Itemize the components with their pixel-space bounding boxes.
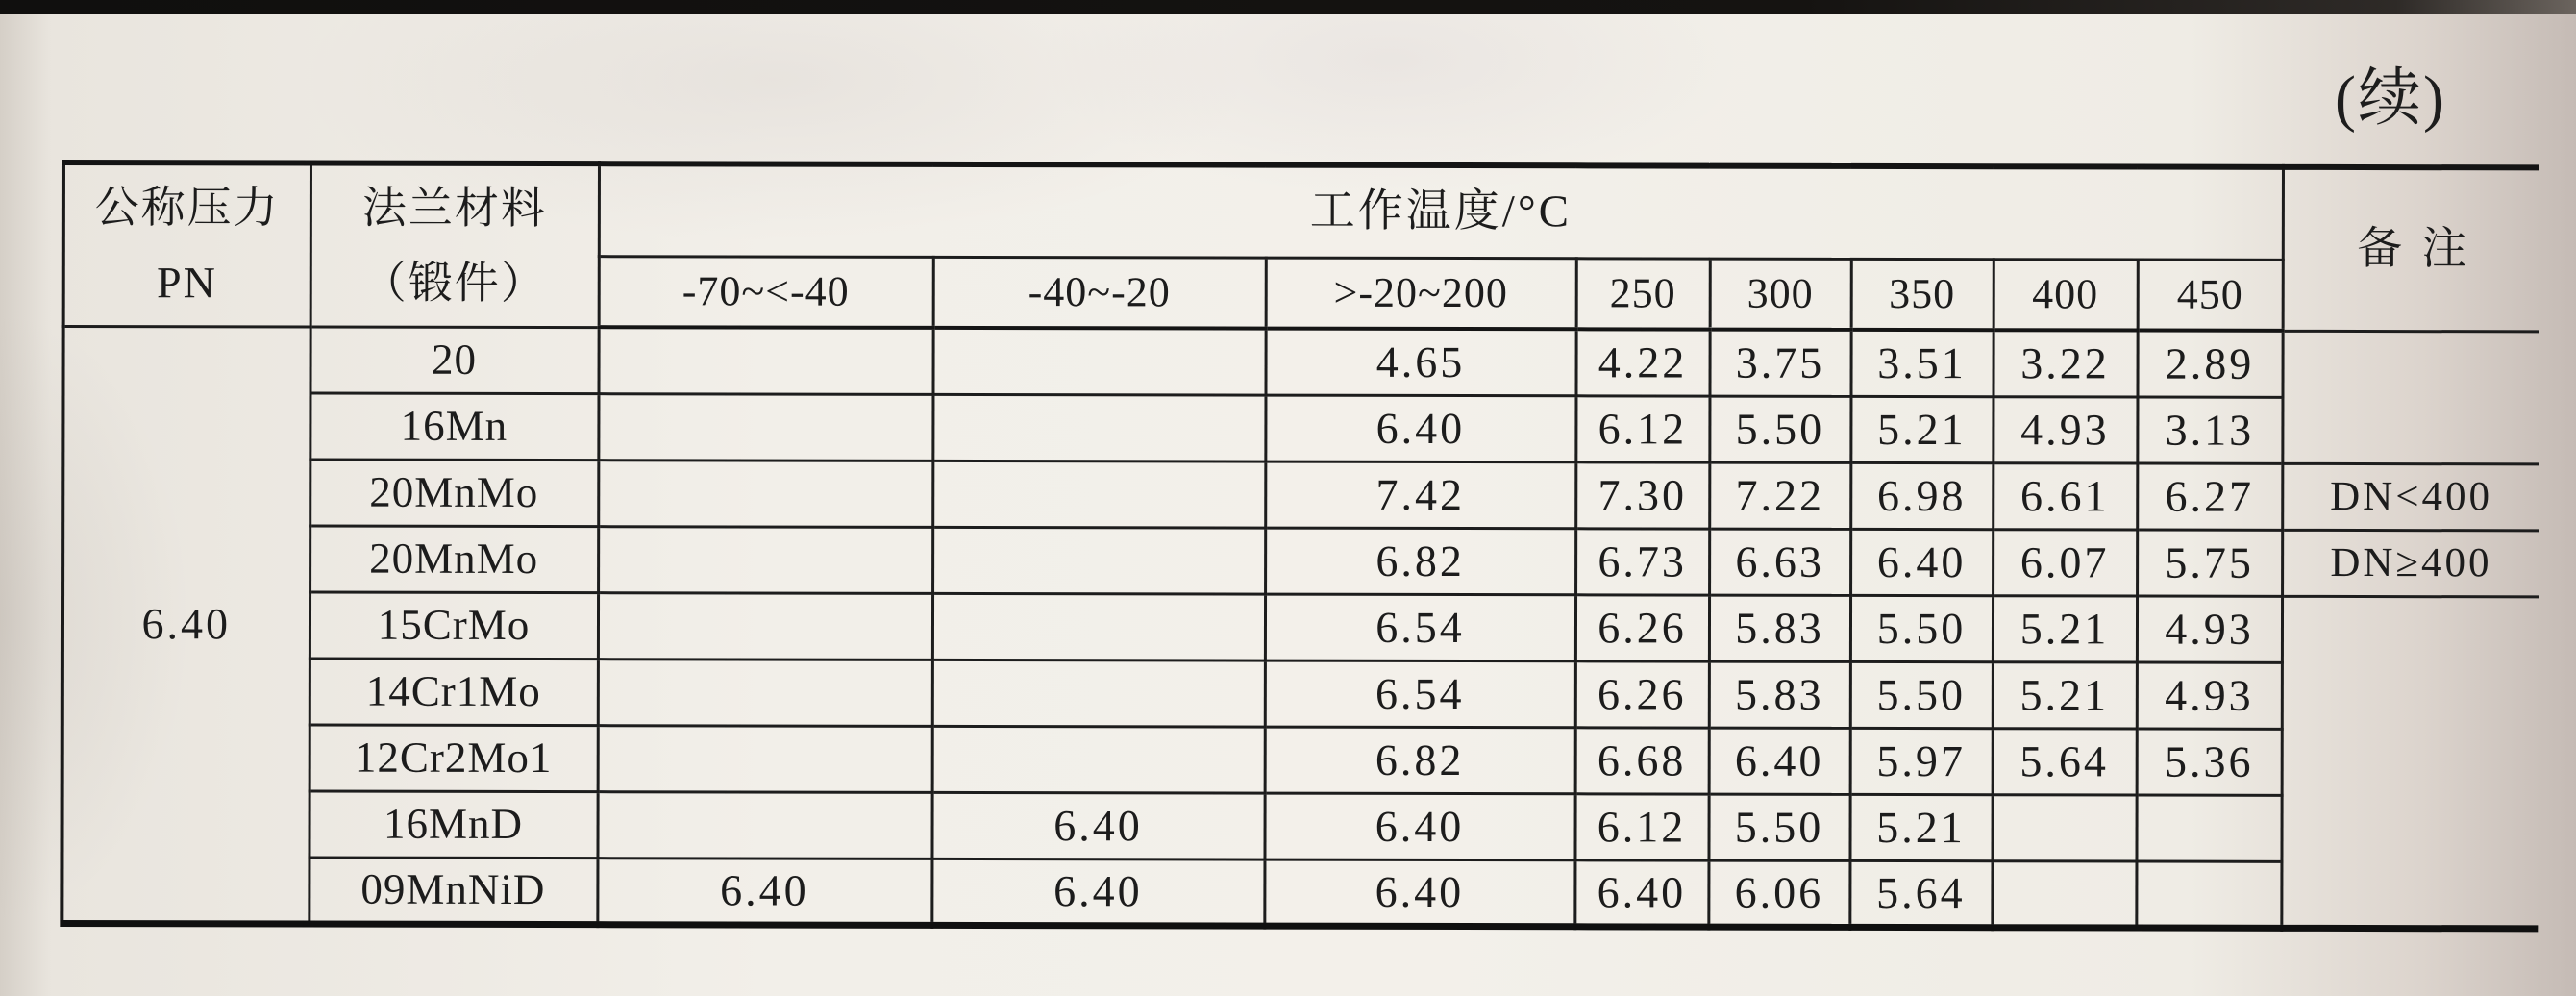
value-cell: 5.64 bbox=[1849, 860, 1992, 927]
header-temp-range-1: -70~<-40 bbox=[599, 256, 933, 328]
value-cell bbox=[598, 659, 932, 726]
material-cell: 14Cr1Mo bbox=[310, 659, 598, 726]
flange-table-wrap bbox=[60, 160, 2539, 932]
remark-cell bbox=[2282, 331, 2539, 464]
table-row-16mn bbox=[62, 392, 2539, 463]
value-cell: 4.22 bbox=[1575, 329, 1709, 395]
value-cell: 5.83 bbox=[1709, 595, 1850, 661]
value-cell: 5.50 bbox=[1708, 794, 1849, 860]
value-cell: 2.89 bbox=[2137, 331, 2282, 397]
value-cell: 6.40 bbox=[931, 859, 1264, 926]
value-cell bbox=[598, 460, 932, 527]
value-cell: 5.64 bbox=[1993, 728, 2137, 794]
value-cell bbox=[932, 527, 1265, 594]
value-cell: 5.21 bbox=[1993, 595, 2137, 661]
value-cell: 6.40 bbox=[931, 792, 1264, 859]
value-cell: 6.73 bbox=[1575, 528, 1709, 594]
value-cell: 5.21 bbox=[1849, 794, 1992, 860]
pn-value-cell: 6.40 bbox=[62, 326, 310, 924]
value-cell bbox=[598, 393, 932, 461]
value-cell: 4.93 bbox=[1993, 396, 2137, 462]
material-cell: 16Mn bbox=[310, 393, 598, 461]
value-cell bbox=[597, 791, 931, 859]
value-cell: 6.61 bbox=[1993, 462, 2137, 529]
value-cell: 6.07 bbox=[1993, 529, 2137, 595]
value-cell bbox=[932, 328, 1265, 395]
value-cell bbox=[2136, 795, 2281, 861]
header-temp-range-2: -40~-20 bbox=[933, 257, 1266, 329]
flange-safety-factor-table bbox=[60, 160, 2539, 932]
header-remark: 备注 bbox=[2283, 167, 2539, 332]
value-cell: 6.40 bbox=[597, 858, 931, 925]
value-cell bbox=[932, 394, 1265, 461]
value-cell: 7.42 bbox=[1265, 461, 1575, 529]
header-temp-400: 400 bbox=[1994, 259, 2138, 330]
value-cell: 5.50 bbox=[1850, 595, 1993, 661]
material-cell: 20MnMo bbox=[310, 526, 598, 593]
value-cell bbox=[598, 725, 932, 792]
value-cell bbox=[598, 526, 932, 593]
value-cell: 6.54 bbox=[1265, 660, 1575, 728]
value-cell: 7.30 bbox=[1575, 461, 1709, 528]
material-cell: 09MnNiD bbox=[309, 858, 597, 925]
value-cell: 5.21 bbox=[1993, 661, 2137, 728]
value-cell: 6.40 bbox=[1264, 793, 1574, 860]
value-cell: 4.93 bbox=[2137, 596, 2282, 662]
value-cell: 5.50 bbox=[1709, 396, 1850, 462]
header-nominal-pressure-symbol: PN bbox=[157, 257, 217, 308]
value-cell: 6.40 bbox=[1709, 728, 1850, 794]
table-row-15crmo bbox=[62, 591, 2539, 662]
table-row-20mnmo-small bbox=[62, 459, 2539, 530]
value-cell bbox=[598, 592, 932, 660]
header-nominal-pressure-cn: 公称压力 bbox=[94, 182, 280, 233]
material-cell: 20 bbox=[310, 327, 598, 394]
material-cell: 12Cr2Mo1 bbox=[310, 725, 598, 792]
header-temp-range-3: >-20~200 bbox=[1266, 258, 1576, 330]
value-cell: 5.75 bbox=[2137, 530, 2282, 596]
header-temp-300: 300 bbox=[1710, 259, 1851, 330]
value-cell bbox=[1992, 860, 2136, 927]
value-cell: 3.75 bbox=[1709, 330, 1850, 396]
material-cell: 16MnD bbox=[309, 791, 597, 859]
value-cell: 6.54 bbox=[1265, 594, 1575, 661]
value-cell bbox=[932, 726, 1265, 793]
header-flange-material bbox=[310, 163, 599, 328]
value-cell: 6.06 bbox=[1708, 860, 1849, 927]
value-cell: 3.13 bbox=[2137, 397, 2282, 463]
value-cell: 5.36 bbox=[2137, 729, 2282, 795]
value-cell: 6.40 bbox=[1850, 529, 1993, 595]
value-cell: 5.50 bbox=[1850, 661, 1993, 728]
material-cell: 20MnMo bbox=[310, 460, 598, 527]
value-cell: 6.40 bbox=[1265, 395, 1575, 462]
value-cell: 6.40 bbox=[1264, 859, 1574, 927]
table-row-16mnd bbox=[62, 790, 2538, 861]
value-cell: 5.83 bbox=[1709, 661, 1850, 728]
header-flange-material-forging: （锻件） bbox=[361, 258, 547, 308]
table-row-09mnnid bbox=[62, 857, 2538, 928]
value-cell: 6.68 bbox=[1575, 727, 1709, 793]
value-cell: 6.26 bbox=[1575, 594, 1709, 660]
header-flange-material-cn: 法兰材料 bbox=[361, 183, 547, 233]
table-row-20mnmo-large bbox=[62, 525, 2539, 596]
value-cell bbox=[598, 327, 932, 394]
header-temp-250: 250 bbox=[1576, 258, 1710, 329]
table-row-14cr1mo bbox=[62, 658, 2539, 729]
header-nominal-pressure bbox=[63, 162, 310, 327]
value-cell: 5.97 bbox=[1850, 728, 1993, 794]
header-working-temperature: 工作温度/°C bbox=[599, 163, 2283, 260]
remark-cell: DN≥400 bbox=[2282, 530, 2539, 597]
continuation-label: (续) bbox=[2335, 63, 2446, 134]
value-cell: 5.21 bbox=[1850, 396, 1993, 462]
value-cell bbox=[2136, 861, 2281, 928]
value-cell: 6.98 bbox=[1850, 462, 1993, 529]
value-cell: 6.12 bbox=[1575, 395, 1709, 461]
value-cell: 3.22 bbox=[1993, 330, 2137, 396]
top-scan-bar bbox=[0, 0, 2576, 14]
value-cell: 6.63 bbox=[1709, 529, 1850, 595]
value-cell: 6.40 bbox=[1574, 859, 1708, 926]
remark-cell bbox=[2281, 596, 2539, 929]
value-cell: 7.22 bbox=[1709, 462, 1850, 529]
header-temp-450: 450 bbox=[2138, 260, 2283, 331]
value-cell: 6.82 bbox=[1265, 727, 1575, 794]
value-cell: 6.12 bbox=[1574, 793, 1708, 859]
header-row-1 bbox=[63, 162, 2539, 260]
value-cell: 6.26 bbox=[1575, 660, 1709, 727]
value-cell bbox=[932, 593, 1265, 660]
value-cell: 3.51 bbox=[1850, 330, 1993, 396]
value-cell: 6.82 bbox=[1265, 528, 1575, 595]
remark-cell: DN<400 bbox=[2282, 463, 2539, 531]
value-cell bbox=[932, 461, 1265, 528]
value-cell: 4.93 bbox=[2137, 662, 2282, 729]
value-cell bbox=[932, 660, 1265, 727]
table-row-12cr2mo1 bbox=[62, 724, 2539, 795]
value-cell: 4.65 bbox=[1265, 329, 1575, 396]
value-cell bbox=[1992, 794, 2136, 860]
value-cell: 6.27 bbox=[2137, 463, 2282, 530]
header-temp-350: 350 bbox=[1851, 259, 1994, 330]
table-row-20 bbox=[62, 326, 2539, 397]
material-cell: 15CrMo bbox=[310, 592, 598, 660]
